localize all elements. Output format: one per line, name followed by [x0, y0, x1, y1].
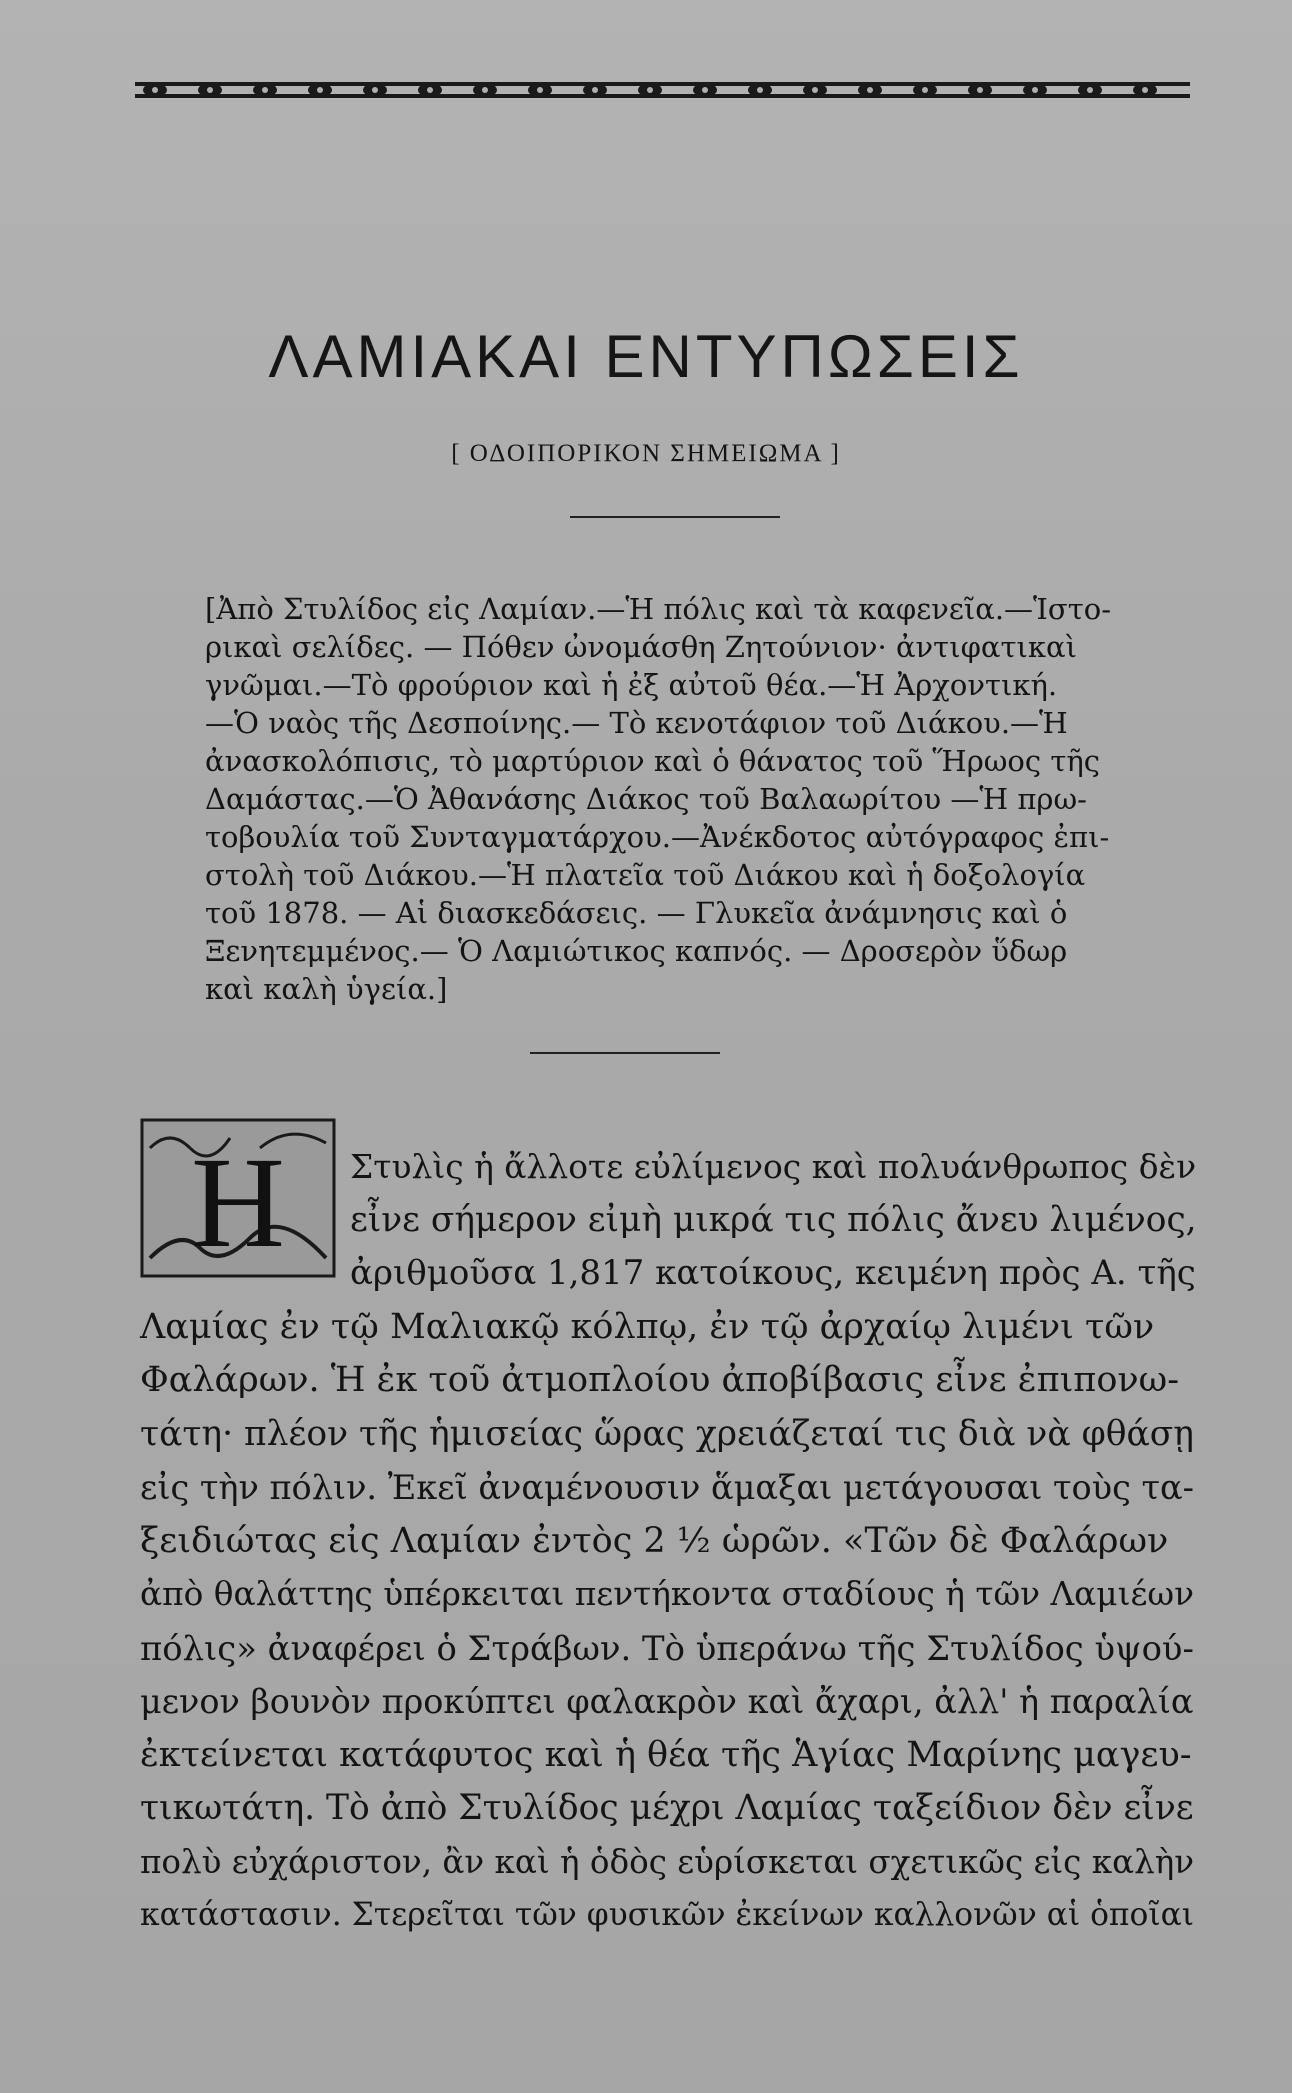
body-line: πολὺ εὐχάριστον, ἂν καὶ ἡ ὁδὸς εὑρίσκεται σχετικῶς εἰς καλὴν — [140, 1842, 1195, 1881]
summary-line: Δαμάστας.—Ὁ Ἀθανάσης Διάκος τοῦ Βαλαωρίτου —Ἡ πρω- — [205, 782, 1087, 816]
body-line: κατάστασιν. Στερεῖται τῶν φυσικῶν ἐκείνων καλλονῶν αἱ ὁποῖαι — [140, 1897, 1195, 1933]
summary-line: Ξενητεμμένος.— Ὁ Λαμιώτικος καπνός. — Δροσερὸν ὕδωρ — [205, 934, 1068, 968]
body-line: Λαμίας ἐν τῷ Μαλιακῷ κόλπῳ, ἐν τῷ ἀρχαίῳ λιμένι τῶν — [140, 1306, 1155, 1347]
page-title: ΛΑΜΙΑΚΑΙ ΕΝΤΥΠΩΣΕΙΣ — [268, 323, 1024, 390]
ornamental-border — [135, 74, 1190, 104]
body-line: τικωτάτη. Τὸ ἀπὸ Στυλίδος μέχρι Λαμίας ταξείδιον δὲν εἶνε — [140, 1788, 1194, 1828]
chapter-summary — [205, 590, 1165, 1008]
summary-line: τοῦ 1878. — Αἱ διασκεδάσεις. — Γλυκεῖα ἀνάμνησις καὶ ὁ — [205, 896, 1068, 930]
body-line: Στυλὶς ἡ ἄλλοτε εὐλίμενος καὶ πολυάνθρωπος δὲν — [350, 1147, 1197, 1186]
body-line: εἶνε σήμερον εἰμὴ μικρά τις πόλις ἄνευ λιμένος, — [350, 1199, 1197, 1240]
body-line: ἐκτείνεται κατάφυτος καὶ ἡ θέα τῆς Ἁγίας Μαρίνης μαγευ- — [140, 1734, 1192, 1775]
body-line: ἀπὸ θαλάττης ὑπέρκειται πεντήκοντα σταδίους ἡ τῶν Λαμιέων — [140, 1575, 1195, 1613]
summary-line: ρικαὶ σελίδες. — Πόθεν ὠνομάσθη Ζητούνιον· ἀντιφατικαὶ — [205, 630, 1077, 664]
body-line: ξειδιώτας εἰς Λαμίαν ἐντὸς 2 ½ ὡρῶν. «Τῶν δὲ Φαλάρων — [140, 1520, 1169, 1561]
summary-line: γνῶμαι.—Τὸ φρούριον καὶ ἡ ἐξ αὐτοῦ θέα.—Ἡ Ἀρχοντική. — [205, 668, 1058, 702]
summary-line: τοβουλία τοῦ Συνταγματάρχου.—Ἀνέκδοτος αὐτόγραφος ἐπι- — [205, 820, 1110, 854]
body-line: εἰς τὴν πόλιν. Ἐκεῖ ἀναμένουσιν ἅμαξαι μετάγουσαι τοὺς τα- — [140, 1468, 1194, 1507]
summary-line: στολὴ τοῦ Διάκου.—Ἡ πλατεῖα τοῦ Διάκου καὶ ἡ δοξολογία — [205, 858, 1086, 892]
dropcap-letter: Η — [191, 1131, 285, 1275]
body-line: πόλις» ἀναφέρει ὁ Στράβων. Τὸ ὑπεράνω τῆς Στυλίδος ὑψού- — [140, 1628, 1194, 1668]
body-line: ἀριθμοῦσα 1,817 κατοίκους, κειμένη πρὸς Α. τῆς — [350, 1253, 1196, 1293]
summary-line: [Ἀπὸ Στυλίδος εἰς Λαμίαν.—Ἡ πόλις καὶ τὰ καφενεῖα.—Ἱστο- — [205, 592, 1112, 626]
page-subtitle: [ ΟΔΟΙΠΟΡΙΚΟΝ ΣΗΜΕΙΩΜΑ ] — [451, 440, 841, 467]
summary-line: καὶ καλὴ ὑγεία.] — [205, 972, 448, 1006]
divider-middle — [530, 1052, 720, 1054]
divider-top — [570, 516, 780, 518]
summary-line: —Ὁ ναὸς τῆς Δεσποίνης.— Τὸ κενοτάφιον τοῦ Διάκου.—Ἡ — [205, 706, 1068, 740]
body-line: τάτη· πλέον τῆς ἡμισείας ὥρας χρειάζεταί τις διὰ νὰ φθάσῃ — [140, 1413, 1194, 1454]
body-line: Φαλάρων. Ἡ ἐκ τοῦ ἀτμοπλοίου ἀποβίβασις εἶνε ἐπιπονω- — [140, 1360, 1180, 1400]
body-line: μενον βουνὸν προκύπτει φαλακρὸν καὶ ἄχαρι, ἀλλ' ἡ παραλία — [140, 1682, 1194, 1721]
article-body — [140, 1140, 1205, 1943]
summary-line: ἀνασκολόπισις, τὸ μαρτύριον καὶ ὁ θάνατος τοῦ Ἥρωος τῆς — [205, 744, 1101, 778]
